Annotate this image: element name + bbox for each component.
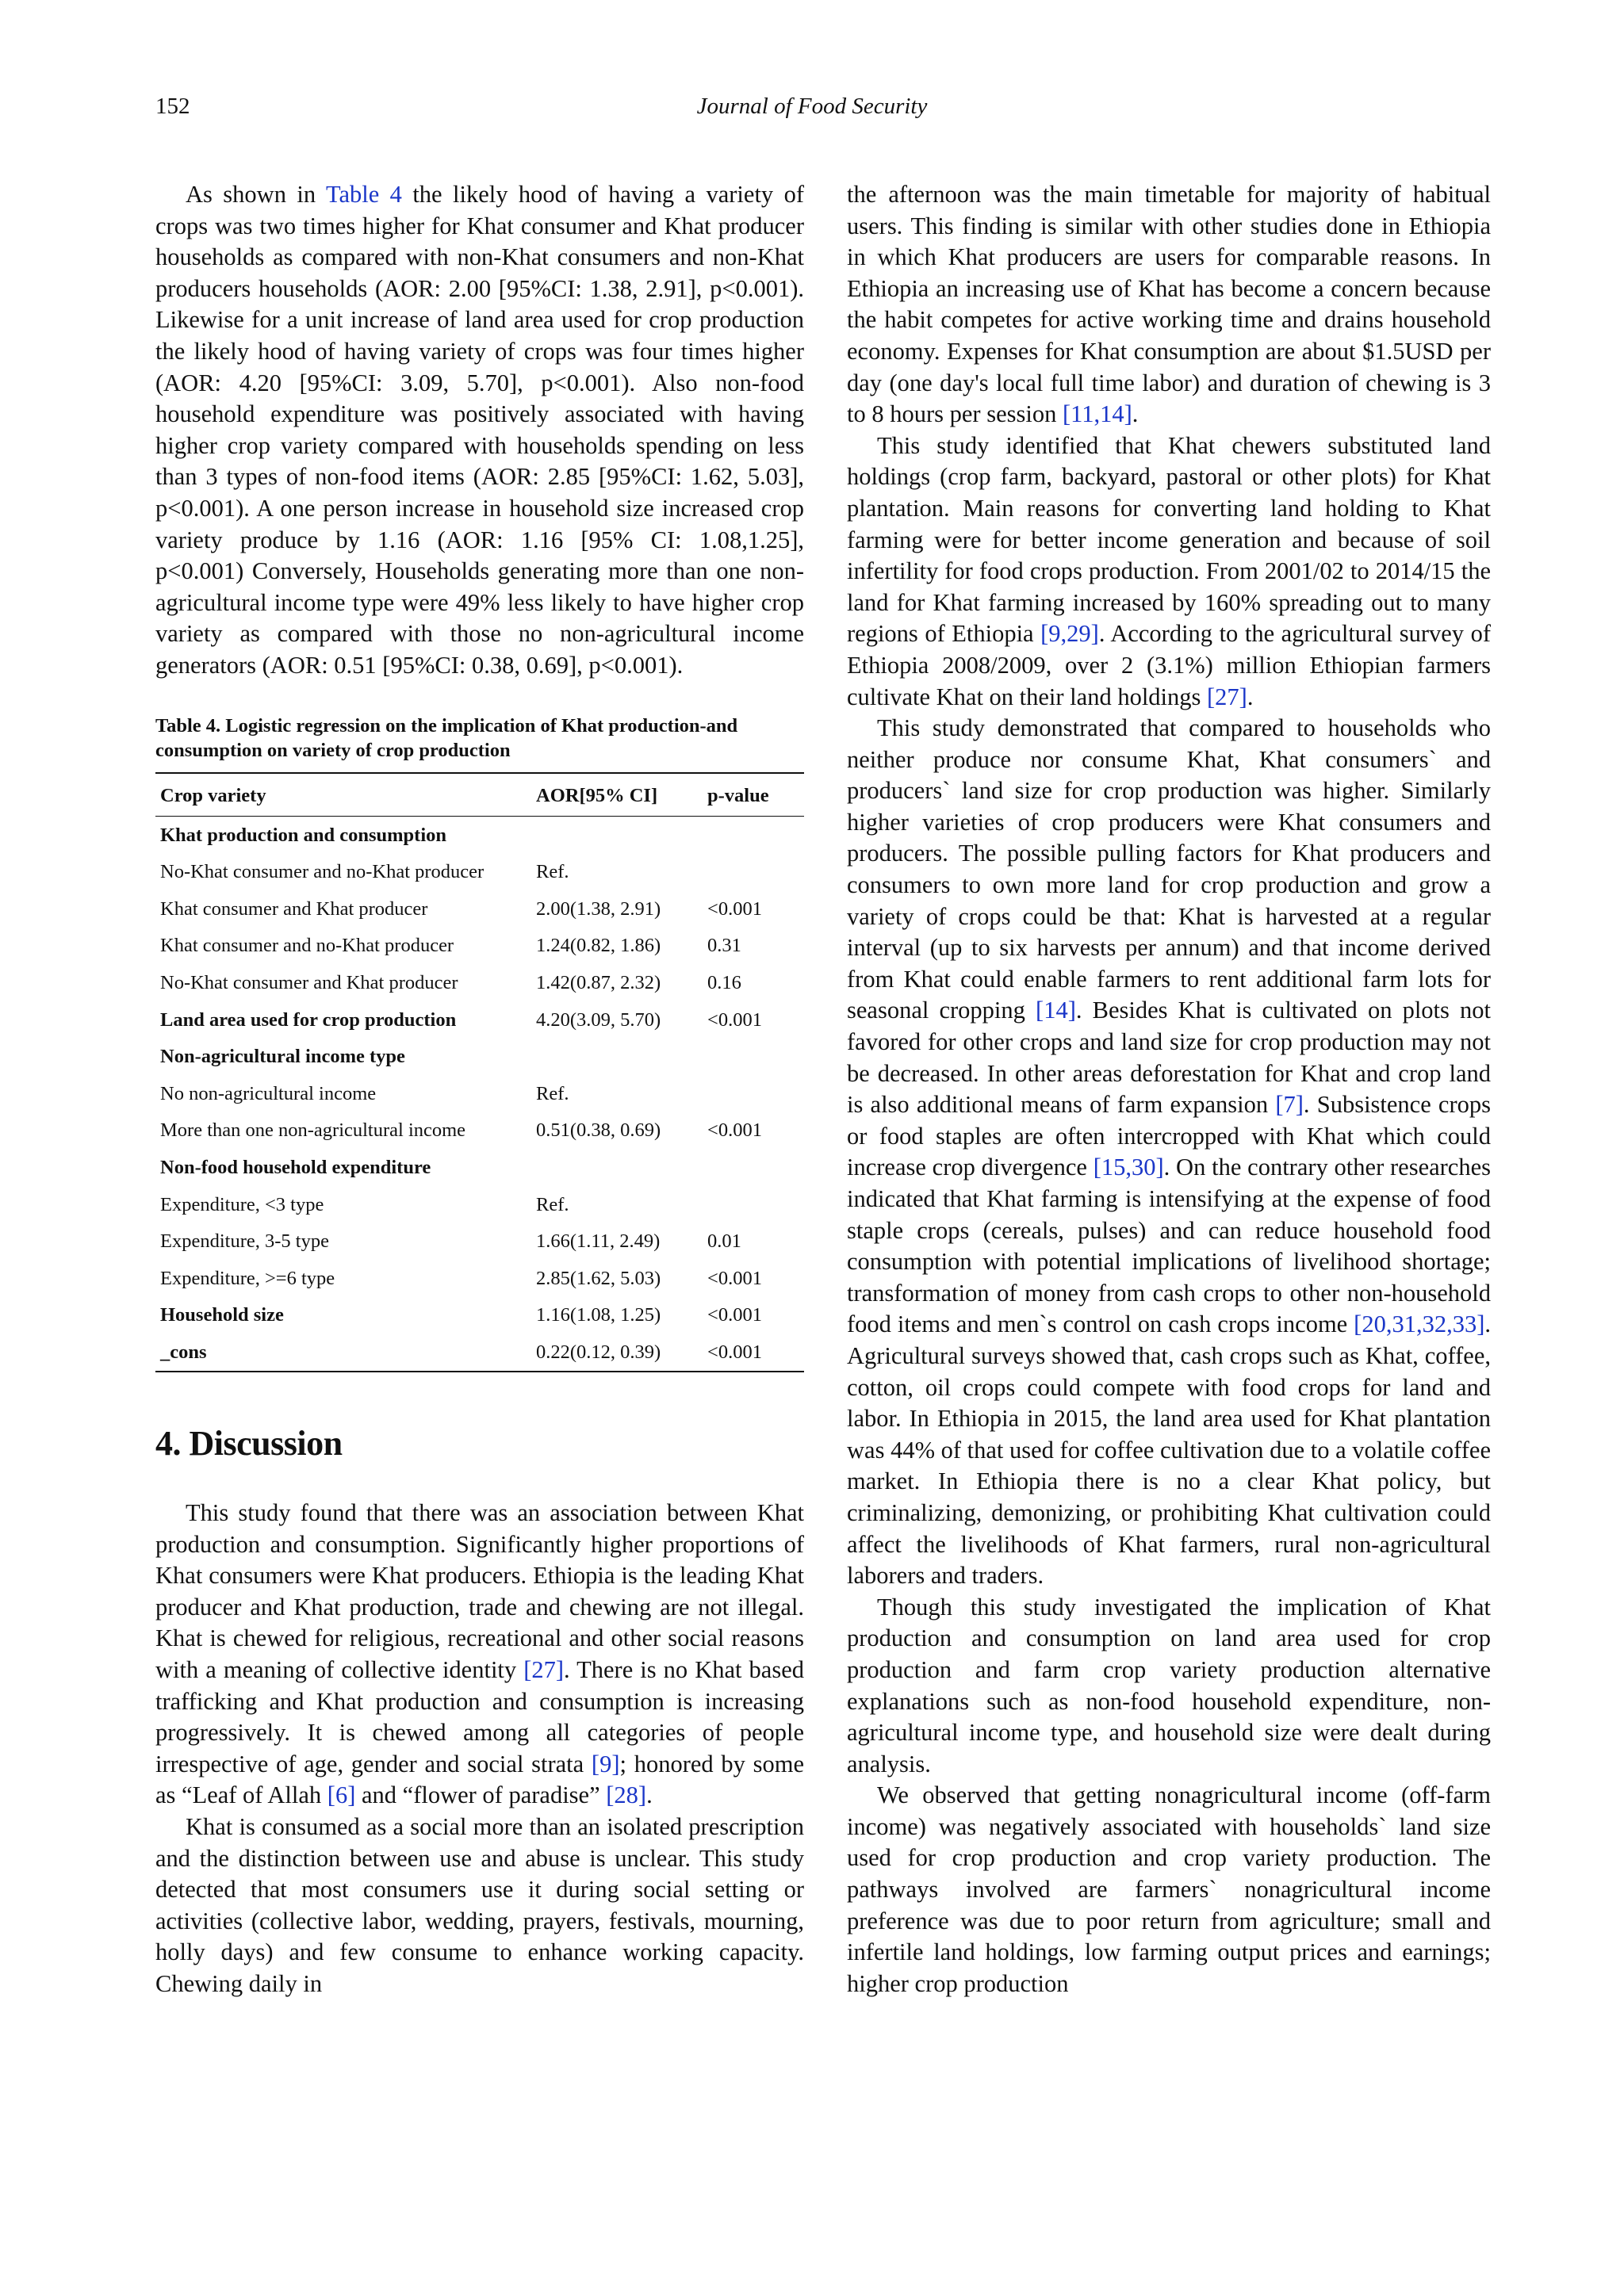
header-p-value: p-value: [703, 773, 804, 817]
citation-link[interactable]: [20,31,32,33]: [1354, 1311, 1485, 1338]
table-row: Expenditure, <3 type Ref.: [160, 1193, 569, 1215]
citation-link[interactable]: [9]: [591, 1750, 620, 1777]
header-crop-variety: Crop variety: [155, 773, 531, 817]
page-number: 152: [155, 94, 190, 119]
header-aor: AOR[95% CI]: [531, 773, 703, 817]
citation-link[interactable]: [27]: [523, 1655, 565, 1683]
table-row: Land area used for crop production 4.20(3.09, 5.70) <0.001: [160, 1008, 762, 1031]
citation-link[interactable]: [15,30]: [1093, 1154, 1164, 1181]
regression-table: [155, 772, 804, 1373]
table-header-row: [155, 773, 804, 817]
table-row: Khat production and consumption: [160, 824, 447, 846]
table-row: Household size 1.16(1.08, 1.25) <0.001: [160, 1304, 762, 1326]
table-row: _cons 0.22(0.12, 0.39) <0.001: [155, 1334, 804, 1372]
paragraph: This study found that there was an association between Khat production and consumption. Significantly higher proportions of Khat consumers were Khat producers. Ethiopia is the leading Khat producer and Khat production, trade and chewing are not illegal. Khat is chewed for religious, recreational and other social reasons with a meaning of collective identity [27]. There is no Khat based trafficking and Khat production and consumption is increasing progressively. It is chewed among all categories of people irrespective of age, gender and social strata [9]; honored by some as “Leaf of Allah [6] and “flower of paradise” [28].: [155, 1499, 804, 1809]
paragraph: Though this study investigated the implication of Khat production and consumption on land area used for crop production and farm crop variety production alternative explanations such as non-food household expenditure, non-agricultural income type, and household size were dealt during analysis.: [847, 1593, 1491, 1777]
table-row: No-Khat consumer and Khat producer 1.42(0.87, 2.32) 0.16: [160, 971, 741, 993]
paragraph: This study identified that Khat chewers substituted land holdings (crop farm, backyard, pastoral or other plots) for Khat plantation. Main reasons for converting land holding to Khat farming were for better income generation and because of soil infertility for food crops production. From 2001/02 to 2014/15 the land for Khat farming increased by 160% spreading out to many regions of Ethiopia [9,29]. According to the agricultural survey of Ethiopia 2008/2009, over 2 (3.1%) million Ethiopian farmers cultivate Khat on their land holdings [27].: [847, 431, 1491, 710]
citation-link[interactable]: [28]: [606, 1781, 647, 1809]
citation-link[interactable]: [7]: [1275, 1091, 1304, 1119]
table-row: Non-food household expenditure: [160, 1156, 431, 1178]
table-row: Khat consumer and Khat producer 2.00(1.38, 2.91) <0.001: [160, 897, 762, 920]
paragraph: As shown in Table 4 the likely hood of having a variety of crops was two times higher for Khat consumer and Khat producer households as compared with non-Khat consumers and non-Khat producers households (AOR: 2.00 [95%CI: 1.38, 2.91], p<0.001). Likewise for a unit increase of land area used for crop production the likely hood of having variety of crops was four times higher (AOR: 4.20 [95%CI: 3.09, 5.70], p<0.001). Also non-food household expenditure was positively associated with having higher crop variety compared with households spending on less than 3 types of non-food items (AOR: 2.85 [95%CI: 1.62, 5.03], p<0.001). A one person increase in household size increased crop variety produce by 1.16 (AOR: 1.16 [95% CI: 1.08,1.25], p<0.001) Conversely, Households generating more than one non-agricultural income type were 49% less likely to have higher crop variety as compared with those no non-agricultural income generators (AOR: 0.51 [95%CI: 0.38, 0.69], p<0.001).: [155, 181, 804, 679]
table-row: No non-agricultural income Ref.: [160, 1082, 569, 1104]
paragraph: the afternoon was the main timetable for majority of habitual users. This finding is similar with other studies done in Ethiopia in which Khat producers are users for comparable reasons. In Ethiopia an increasing use of Khat has become a concern because the habit competes for active working time and drains household economy. Expenses for Khat consumption are about $1.5USD per day (one day's local full time labor) and duration of chewing is 3 to 8 hours per session [11,14].: [847, 181, 1491, 428]
page-header: [0, 94, 1624, 133]
paragraph: This study demonstrated that compared to households who neither produce nor consume Khat, Khat consumers` and producers` land size for crop production was higher. Similarly higher varieties of crop producers were Khat consumers and producers. The possible pulling factors for Khat producers and consumers to own more land for crop production and grow a variety of crops could be that: Khat is harvested at a regular interval (up to six harvests per annum) and that income derived from Khat could enable farmers to rent additional farm lots for seasonal cropping [14]. Besides Khat is cultivated on plots not favored for other crops and land size for crop production may not be decreased. In other areas deforestation for Khat and crop land is also additional means of farm expansion [7]. Subsistence crops or food staples are often intercropped with Khat which could increase crop divergence [15,30]. On the contrary other researches indicated that Khat farming is intensifying at the expense of food staple crops (cereals, pulses) and can reduce household food consumption with potential implications of livelihood shortage; transformation of money from cash crops to other non-household food items and men`s control on cash crops income [20,31,32,33]. Agricultural surveys showed that, cash crops such as Khat, coffee, cotton, oil crops could compete with food crops for land and labor. In Ethiopia in 2015, the land area used for Khat plantation was 44% of that used for coffee cultivation due to a volatile coffee market. In Ethiopia there is no a clear Khat policy, but criminalizing, demonizing, or prohibiting Khat cultivation could affect the livelihoods of Khat farmers, rural non-agricultural laborers and traders.: [847, 714, 1492, 1590]
citation-link[interactable]: [11,14]: [1062, 400, 1132, 428]
paragraph: Khat is consumed as a social more than an isolated prescription and the distinction between use and abuse is unclear. This study detected that most consumers use it during social setting or activities (collective labor, wedding, prayers, festivals, mourning, holly days) and few consume to enhance working capacity. Chewing daily in: [155, 1812, 804, 1997]
citation-link[interactable]: [6]: [327, 1781, 356, 1809]
citation-link[interactable]: [14]: [1036, 997, 1076, 1024]
paragraph: We observed that getting nonagricultural income (off-farm income) was negatively associated with households` land size used for crop production and crop variety production. The pathways involved are farmers` nonagricultural income preference was due to poor return from agriculture; small and infertile land holdings, low farming output prices and earnings; higher crop production: [847, 1781, 1491, 1997]
table-row: Expenditure, 3-5 type 1.66(1.11, 2.49) 0.01: [160, 1230, 741, 1253]
table-row: Khat consumer and no-Khat producer 1.24(0.82, 1.86) 0.31: [160, 935, 741, 957]
citation-link[interactable]: [27]: [1207, 683, 1247, 710]
table-caption: Table 4. Logistic regression on the implication of Khat production-and consumption on variety of crop production: [155, 714, 738, 761]
right-column: [847, 179, 1491, 1999]
table-row: More than one non-agricultural income 0.51(0.38, 0.69) <0.001: [160, 1119, 762, 1142]
section-heading-discussion: 4. Discussion: [155, 1424, 343, 1463]
journal-title: Journal of Food Security: [696, 94, 928, 119]
citation-link[interactable]: [9,29]: [1040, 620, 1099, 648]
table-row: Expenditure, >=6 type 2.85(1.62, 5.03) <0.001: [160, 1267, 762, 1289]
left-column: [155, 179, 804, 2000]
table-4-link[interactable]: Table 4: [325, 181, 402, 208]
table-row: Non-agricultural income type: [160, 1046, 405, 1068]
table-row: No-Khat consumer and no-Khat producer Ref.: [160, 861, 569, 883]
